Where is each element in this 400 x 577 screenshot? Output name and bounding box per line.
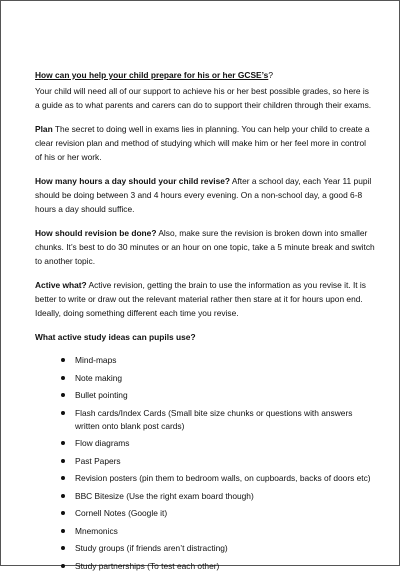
bullet-icon — [61, 376, 65, 380]
list-item-text: Flow diagrams — [75, 438, 130, 448]
plan-paragraph — [35, 122, 375, 164]
bullet-icon — [61, 393, 65, 397]
list-item — [61, 507, 375, 520]
list-item-text: Bullet pointing — [75, 390, 128, 400]
bullet-icon — [61, 546, 65, 550]
list-item — [61, 525, 375, 538]
list-item-text: Past Papers — [75, 455, 121, 466]
bullet-icon — [61, 494, 65, 498]
list-item — [61, 437, 375, 450]
list-item-text: Mnemonics — [75, 525, 118, 536]
bullet-icon — [61, 529, 65, 533]
bullet-icon — [61, 476, 65, 480]
bullet-icon — [61, 459, 65, 463]
list-item — [61, 472, 375, 485]
bullet-icon — [61, 511, 65, 515]
list-item-text: Mind-maps — [75, 355, 117, 365]
how-text: Also, make sure the revision is broken down into smaller chunks. It’s best to do 30 minutes or an hour on one topic, take a 5 minute break and switch to another topic. — [35, 228, 375, 266]
ideas-heading: What active study ideas can pupils use? — [35, 332, 196, 342]
list-item — [61, 490, 375, 503]
list-item — [61, 372, 375, 385]
list-item-text: Cornell Notes (Google it) — [75, 508, 168, 518]
list-item-text: Study partnerships (To test each other) — [75, 560, 220, 571]
active-paragraph — [35, 278, 375, 320]
how-paragraph — [35, 226, 375, 268]
bullet-icon — [61, 441, 65, 445]
document-title — [35, 68, 375, 82]
list-item — [61, 354, 375, 367]
list-item-text: Note making — [75, 372, 123, 383]
hours-lead: How many hours a day should your child revise? — [35, 176, 230, 186]
list-item — [61, 455, 375, 468]
list-item-text: Study groups (if friends aren’t distracting) — [75, 543, 228, 553]
list-item-text: BBC Bitesize (Use the right exam board though) — [75, 490, 254, 501]
list-item-text: Revision posters (pin them to bedroom walls, on cupboards, backs of doors etc) — [75, 473, 371, 483]
title-mark: ? — [268, 70, 273, 80]
title-underlined: How can you help your child prepare for his or her GCSE’s — [35, 70, 269, 80]
hours-paragraph — [35, 174, 375, 216]
list-item — [61, 389, 375, 402]
bullet-icon — [61, 411, 65, 415]
intro-paragraph: Your child will need all of our support to achieve his or her best possible grades, so here is a guide as to what parents and carers can do to support their children through their exams. — [35, 86, 372, 110]
bullet-icon — [61, 358, 65, 362]
list-item — [61, 560, 375, 573]
list-item-text: Flash cards/Index Cards (Small bite size chunks or questions with answers written onto blank post cards) — [75, 407, 353, 431]
hours-text: After a school day, each Year 11 pupil should be doing between 3 and 4 hours every evening. On a non-school day, a good 6-8 hours a day should suffice. — [35, 176, 372, 214]
plan-lead: Plan — [35, 124, 53, 134]
active-lead: Active what? — [35, 280, 87, 290]
list-item — [61, 542, 375, 555]
ideas-list — [35, 354, 375, 573]
list-item — [61, 407, 375, 433]
document-content — [35, 68, 375, 577]
how-lead: How should revision be done? — [35, 228, 157, 238]
plan-text: The secret to doing well in exams lies in planning. You can help your child to create a clear revision plan and method of studying which will make him or her feel more in control of his or her work. — [35, 124, 370, 162]
active-text: Active revision, getting the brain to use the information as you revise it. It is better to write or draw out the relevant material rather then stare at it for hours upon end. Ideally, doing something different each time you revise. — [35, 280, 366, 318]
